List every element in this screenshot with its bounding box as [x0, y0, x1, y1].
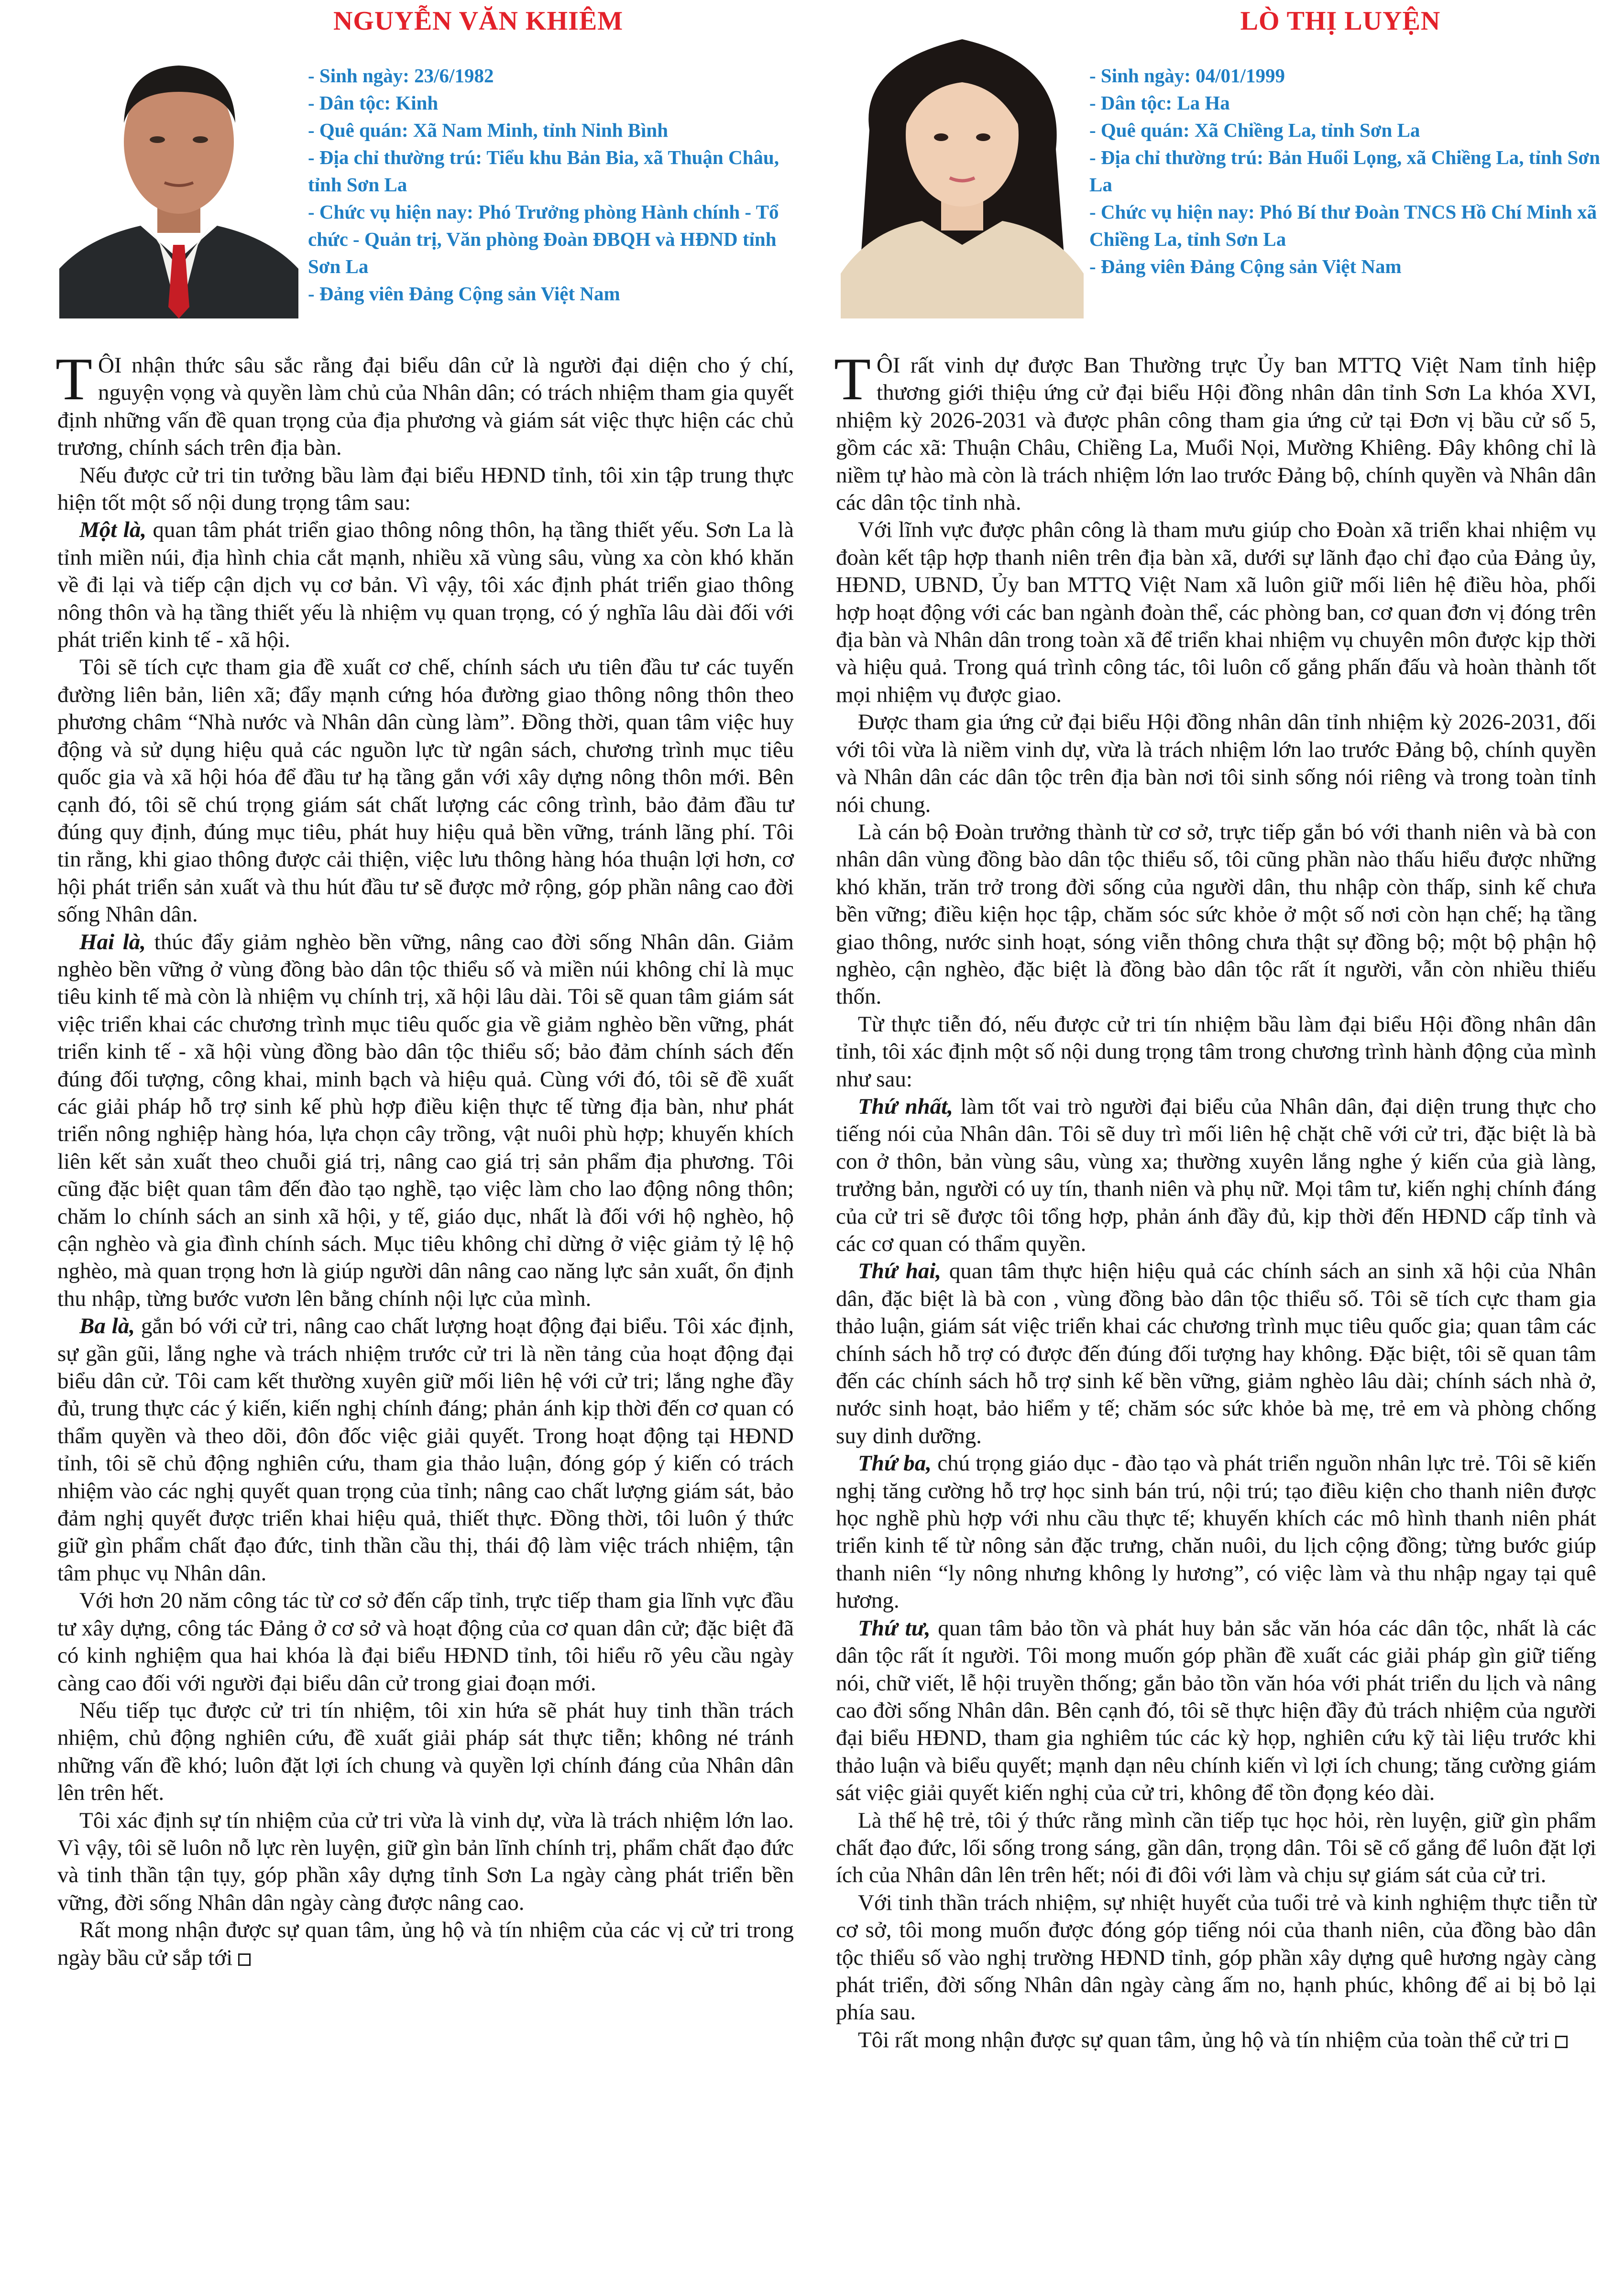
info-address: - Địa chỉ thường trú: Tiểu khu Bản Bia, xã Thuận Châu, tỉnh Sơn La [308, 146, 779, 196]
article-paragraph [836, 1615, 1596, 1807]
article-paragraph [836, 1889, 1596, 2027]
paragraph-text: ÔI nhận thức sâu sắc rằng đại biểu dân cử là người đại diện cho ý chí, nguyện vọng và quyền làm chủ của Nhân dân; có trách nhiệm tham gia quyết định những vấn đề quan trọng của địa phương và giám sát việc thực hiện các chủ trương, chính sách trên địa bàn. [57, 353, 794, 461]
article-paragraph [836, 1258, 1596, 1450]
info-position: - Chức vụ hiện nay: Phó Trưởng phòng Hành chính - Tổ chức - Quản trị, Văn phòng Đoàn ĐBQH và HĐND tỉnh Sơn La [308, 201, 779, 277]
info-position: - Chức vụ hiện nay: Phó Bí thư Đoàn TNCS Hồ Chí Minh xã Chiềng La, tỉnh Sơn La [1089, 201, 1597, 250]
info-hometown: - Quê quán: Xã Nam Minh, tỉnh Ninh Bình [308, 119, 669, 141]
paragraph-text: Tôi rất mong nhận được sự quan tâm, ủng hộ và tín nhiệm của toàn thể cử tri [858, 2027, 1549, 2052]
paragraph-text: Nếu tiếp tục được cử tri tín nhiệm, tôi xin hứa sẽ phát huy tinh thần trách nhiệm, chủ động nghiên cứu, đề xuất giải pháp sát thực tiễn; không né tránh những vấn đề khó; luôn đặt lợi ích chung và quyền lợi chính đáng của Nhân dân lên trên hết. [57, 1698, 794, 1806]
article-paragraph [834, 346, 1596, 516]
paragraph-text: Rất mong nhận được sự quan tâm, ủng hộ và tín nhiệm của các vị cử tri trong ngày bầu cử sắp tới [57, 1918, 794, 1970]
article-paragraph [57, 516, 794, 654]
paragraph-text: quan tâm bảo tồn và phát huy bản sắc văn hóa các dân tộc, nhất là các dân tộc rất ít người. Tôi mong muốn góp phần đề xuất các giải pháp gìn giữ tiếng nói, chữ viết, lễ hội truyền thống; gắn bảo tồn văn hóa với phát triển du lịch và nâng cao đời sống Nhân dân. Bên cạnh đó, tôi sẽ thực hiện đầy đủ trách nhiệm của người đại biểu HĐND, tham gia nghiêm túc các kỳ họp, nghiên cứu kỹ tài liệu trước khi thảo luận và biểu quyết; mạnh dạn nêu chính kiến vì lợi ích chung; tăng cường giám sát việc giải quyết kiến nghị của cử tri, không để tồn đọng kéo dài. [836, 1615, 1596, 1806]
paragraph-lead: Ba là, [79, 1314, 135, 1339]
paragraph-text: Được tham gia ứng cử đại biểu Hội đồng nhân dân tỉnh nhiệm kỳ 2026-2031, đối với tôi vừa là niềm vinh dự, vừa là trách nhiệm lớn lao trước Đảng bộ, chính quyền và Nhân dân các dân tộc trên địa bàn nơi tôi sinh sống nói riêng và trong toàn tỉnh nói chung. [836, 710, 1596, 817]
article-paragraph [55, 346, 794, 462]
paragraph-text: Tôi xác định sự tín nhiệm của cử tri vừa là vinh dự, vừa là trách nhiệm lớn lao. Vì vậy, tôi sẽ luôn nỗ lực rèn luyện, giữ gìn bản lĩnh chính trị, phẩm chất đạo đức và tinh thần tận tụy, góp phần xây dựng tỉnh Sơn La ngày càng phát triển bền vững, đời sống Nhân dân ngày càng được nâng cao. [57, 1808, 794, 1915]
portrait-photo-2 [841, 6, 1084, 318]
paragraph-lead: Thứ hai, [858, 1259, 942, 1284]
article-paragraph [836, 1011, 1596, 1093]
article-paragraph [836, 819, 1596, 1011]
article-paragraph [57, 654, 794, 928]
article-paragraph [836, 709, 1596, 819]
paragraph-text: Tôi sẽ tích cực tham gia đề xuất cơ chế, chính sách ưu tiên đầu tư các tuyến đường liên bản, liên xã; đẩy mạnh cứng hóa đường giao thông nông thôn theo phương châm “Nhà nước và Nhân dân cùng làm”. Đồng thời, quan tâm việc huy động và sử dụng hiệu quả các nguồn lực từ ngân sách, chương trình mục tiêu quốc gia và xã hội hóa để đầu tư hạ tầng gắn với xây dựng nông thôn mới. Bên cạnh đó, tôi sẽ chú trọng giám sát chất lượng các công trình, bảo đảm đầu tư đúng quy định, đúng mục tiêu, phát huy hiệu quả bền vững, tránh lãng phí. Tôi tin rằng, khi giao thông được cải thiện, việc lưu thông hàng hóa thuận lợi hơn, cơ hội phát triển sản xuất và thu hút đầu tư sẽ được mở rộng, góp phần nâng cao đời sống Nhân dân. [57, 655, 794, 927]
article-column-2 [834, 346, 1597, 2054]
article-paragraph [836, 2027, 1596, 2054]
drop-cap: T [55, 346, 92, 413]
end-mark-icon [1555, 2036, 1568, 2048]
paragraph-text: Nếu được cử tri tin tưởng bầu làm đại biểu HĐND tỉnh, tôi xin tập trung thực hiện tốt một số nội dung trọng tâm sau: [57, 462, 794, 515]
article-paragraph [836, 516, 1596, 709]
article-paragraph [57, 1587, 794, 1697]
paragraph-text: Với hơn 20 năm công tác từ cơ sở đến cấp tỉnh, trực tiếp tham gia lĩnh vực đầu tư xây dựng, công tác Đảng ở cơ sở và hoạt động của cơ quan dân cử; đặc biệt đã có kinh nghiệm qua hai khóa là đại biểu HĐND tỉnh, tôi hiểu rõ yêu cầu ngày càng cao đối với người đại biểu dân cử trong giai đoạn mới. [57, 1588, 794, 1696]
paragraph-text: Với lĩnh vực được phân công là tham mưu giúp cho Đoàn xã triển khai nhiệm vụ đoàn kết tập hợp thanh niên trên địa bàn xã, dưới sự lãnh đạo chỉ đạo của Đảng ủy, HĐND, UBND, Ủy ban MTTQ Việt Nam xã luôn giữ mối liên hệ điều hòa, phối hợp hoạt động với các ban ngành đoàn thể, các phòng ban, cơ quan đơn vị đóng trên địa bàn và Nhân dân trong toàn xã để triển khai nhiệm vụ chuyên môn được kịp thời và hiệu quả. Trong quá trình công tác, tôi luôn cố gắng phấn đấu và hoàn thành tốt mọi nhiệm vụ được giao. [836, 517, 1596, 707]
article-paragraph [57, 929, 794, 1313]
candidate-profile-1 [10, 6, 779, 319]
article-column-1 [55, 346, 794, 1972]
info-party: - Đảng viên Đảng Cộng sản Việt Nam [1089, 255, 1402, 277]
paragraph-text: ÔI rất vinh dự được Ban Thường trực Ủy ban MTTQ Việt Nam tỉnh hiệp thương giới thiệu ứng cử đại biểu Hội đồng nhân dân tỉnh Sơn La khóa XVI, nhiệm kỳ 2026-2031 và được phân công tham gia ứng cử tại Đơn vị bầu cử số 5, gồm các xã: Thuận Châu, Chiềng La, Muổi Nọi, Mường Khiêng. Đây không chỉ là niềm tự hào mà còn là trách nhiệm lớn lao trước Đảng bộ, chính quyền và Nhân dân các dân tộc tỉnh nhà. [836, 353, 1596, 515]
paragraph-text: Là cán bộ Đoàn trưởng thành từ cơ sở, trực tiếp gắn bó với thanh niên và bà con nhân dân vùng đồng bào dân tộc thiểu số, tôi cũng phần nào thấu hiểu được những khó khăn, trăn trở trong đời sống của người dân, thu nhập còn thấp, sinh kế chưa bền vững; điều kiện học tập, chăm sóc sức khỏe ở một số nơi còn hạn chế; hạ tầng giao thông, nước sinh hoạt, sóng viễn thông chưa thật sự đồng bộ; một bộ phận hộ nghèo, cận nghèo, đặc biệt là đồng bào dân tộc rất ít người, vẫn còn nhiều thiếu thốn. [836, 819, 1596, 1009]
info-address: - Địa chỉ thường trú: Bản Huổi Lọng, xã Chiềng La, tỉnh Sơn La [1089, 146, 1600, 196]
article-paragraph [836, 1093, 1596, 1258]
candidate-profile-2 [841, 6, 1615, 319]
paragraph-text: quan tâm thực hiện hiệu quả các chính sách an sinh xã hội của Nhân dân, đặc biệt là bà con , vùng đồng bào dân tộc thiểu số. Tôi sẽ tích cực tham gia thảo luận, giám sát việc triển khai các chương trình mục tiêu quốc gia; quan tâm các chính sách hỗ trợ có được đến đúng đối tượng hay không. Đặc biệt, tôi sẽ quan tâm đến các chính sách hỗ trợ sinh kế bền vững, giảm nghèo lâu dài; chính sách nhà ở, nước sinh hoạt, bảo hiểm y tế; chăm sóc sức khỏe bà mẹ, trẻ em và phòng chống suy dinh dưỡng. [836, 1259, 1596, 1448]
candidate-name: NGUYỄN VĂN KHIÊM [333, 6, 624, 36]
candidate-info-list [308, 62, 786, 307]
article-paragraph [836, 1807, 1596, 1889]
paragraph-text: Với tinh thần trách nhiệm, sự nhiệt huyết của tuổi trẻ và kinh nghiệm thực tiễn từ cơ sở, tôi mong muốn được đóng góp tiếng nói của thanh niên, của đồng bào dân tộc thiểu số vào nghị trường HĐND tỉnh, góp phần xây dựng quê hương ngày càng phát triển, đời sống Nhân dân ngày càng ấm no, hạnh phúc, không để ai bị bỏ lại phía sau. [836, 1890, 1596, 2025]
info-ethnicity: - Dân tộc: Kinh [308, 92, 439, 114]
article-paragraph [57, 1807, 794, 1917]
info-birthdate: - Sinh ngày: 23/6/1982 [308, 65, 494, 87]
info-birthdate: - Sinh ngày: 04/01/1999 [1089, 65, 1285, 87]
paragraph-text: chú trọng giáo dục - đào tạo và phát triển nguồn nhân lực trẻ. Tôi sẽ kiến nghị tăng cường hỗ trợ học sinh bán trú, nội trú; tạo điều kiện cho thanh niên được học nghề phù hợp với nhu cầu thực tế; khuyến khích các mô hình thanh niên phát triển kinh tế từ nông sản đặc trưng, chăn nuôi, du lịch cộng đồng; từng bước giúp thanh niên “ly nông nhưng không ly hương”, có việc làm và thu nhập ngay tại quê hương. [836, 1451, 1596, 1613]
candidate-info-list [1089, 62, 1615, 280]
article-paragraph [57, 462, 794, 517]
candidate-name: LÒ THỊ LUYỆN [1240, 6, 1441, 36]
paragraph-text: Là thế hệ trẻ, tôi ý thức rằng mình cần tiếp tục học hỏi, rèn luyện, giữ gìn phẩm chất đạo đức, lối sống trong sáng, gần dân, trọng dân. Tôi sẽ cố gắng để luôn đặt lợi ích của Nhân dân lên trên hết; nói đi đôi với làm và chịu sự giám sát của cử tri. [836, 1808, 1596, 1888]
paragraph-lead: Thứ nhất, [858, 1094, 954, 1119]
portrait-photo-1 [59, 20, 298, 318]
paragraph-text: làm tốt vai trò người đại biểu của Nhân dân, đại diện trung thực cho tiếng nói của Nhân dân. Tôi sẽ duy trì mối liên hệ chặt chẽ với cử tri, đặc biệt là bà con ở thôn, bản vùng sâu, vùng xa; thường xuyên lắng nghe ý kiến của già làng, trưởng bản, người có uy tín, thanh niên và phụ nữ. Mọi tâm tư, kiến nghị chính đáng của cử tri sẽ được tôi tổng hợp, phản ánh đầy đủ, kịp thời đến HĐND cấp tỉnh và các cơ quan có thẩm quyền. [836, 1094, 1597, 1256]
paragraph-text: thúc đẩy giảm nghèo bền vững, nâng cao đời sống Nhân dân. Giảm nghèo bền vững ở vùng đồng bào dân tộc thiểu số và miền núi không chỉ là mục tiêu kinh tế mà còn là nhiệm vụ chính trị, xã hội lâu dài. Tôi sẽ quan tâm giám sát việc triển khai các chương trình mục tiêu quốc gia về giảm nghèo bền vững, phát triển kinh tế - xã hội vùng đồng bào dân tộc thiểu số; bảo đảm chính sách đến đúng đối tượng, công khai, minh bạch và hiệu quả. Cùng với đó, tôi sẽ đề xuất các giải pháp hỗ trợ sinh kế phù hợp điều kiện thực tế từng địa bàn, như phát triển nông nghiệp hàng hóa, lựa chọn cây trồng, vật nuôi phù hợp; khuyến khích liên kết sản xuất theo chuỗi giá trị, nâng cao giá trị sản phẩm địa phương. Tôi cũng đặc biệt quan tâm đến đào tạo nghề, tạo việc làm cho lao động nông thôn; chăm lo chính sách an sinh xã hội, y tế, giáo dục, nhất là đối với hộ nghèo, hộ cận nghèo và gia đình chính sách. Mục tiêu không chỉ dừng ở việc giảm tỷ lệ hộ nghèo, mà quan trọng hơn là giúp người dân nâng cao năng lực sản xuất, ổn định thu nhập, từng bước vươn lên bằng chính nội lực của mình. [57, 929, 794, 1311]
paragraph-text: gắn bó với cử tri, nâng cao chất lượng hoạt động đại biểu. Tôi xác định, sự gần gũi, lắng nghe và trách nhiệm trước cử tri là nền tảng của hoạt động đại biểu dân cử. Tôi cam kết thường xuyên giữ mối liên hệ với cử tri; lắng nghe đầy đủ, trung thực các ý kiến, kiến nghị chính đáng; phản ánh kịp thời đến cơ quan có thẩm quyền và theo dõi, đôn đốc việc giải quyết. Trong hoạt động tại HĐND tỉnh, tôi sẽ chủ động nghiên cứu, tham gia thảo luận, đóng góp ý kiến có trách nhiệm vào các nghị quyết quan trọng của tỉnh; nâng cao chất lượng giám sát, bảo đảm nghị quyết được triển khai hiệu quả, thiết thực. Đồng thời, tôi luôn ý thức giữ gìn phẩm chất đạo đức, tinh thần cầu thị, thái độ làm việc trách nhiệm, tận tâm phục vụ Nhân dân. [57, 1314, 794, 1586]
info-party: - Đảng viên Đảng Cộng sản Việt Nam [308, 283, 620, 305]
info-hometown: - Quê quán: Xã Chiềng La, tỉnh Sơn La [1089, 119, 1420, 141]
paragraph-lead: Hai là, [79, 929, 146, 954]
article-paragraph [57, 1313, 794, 1587]
article-paragraph [836, 1450, 1596, 1614]
article-paragraph [57, 1697, 794, 1807]
article-paragraph [57, 1917, 794, 1972]
paragraph-lead: Một là, [79, 517, 147, 543]
paragraph-lead: Thứ ba, [858, 1451, 932, 1476]
paragraph-text: Từ thực tiễn đó, nếu được cử tri tín nhiệm bầu làm đại biểu Hội đồng nhân dân tỉnh, tôi xác định một số nội dung trọng tâm trong chương trình hành động của mình như sau: [836, 1011, 1596, 1092]
paragraph-lead: Thứ tư, [858, 1615, 931, 1641]
drop-cap: T [834, 346, 871, 413]
paragraph-text: quan tâm phát triển giao thông nông thôn, hạ tầng thiết yếu. Sơn La là tỉnh miền núi, địa hình chia cắt mạnh, nhiều xã vùng sâu, vùng xa còn khó khăn về đi lại và tiếp cận dịch vụ cơ bản. Vì vậy, tôi xác định phát triển giao thông nông thôn và hạ tầng thiết yếu là nhiệm vụ quan trọng, có ý nghĩa lâu dài đối với phát triển kinh tế - xã hội. [57, 517, 794, 653]
info-ethnicity: - Dân tộc: La Ha [1089, 92, 1230, 114]
end-mark-icon [238, 1953, 251, 1966]
